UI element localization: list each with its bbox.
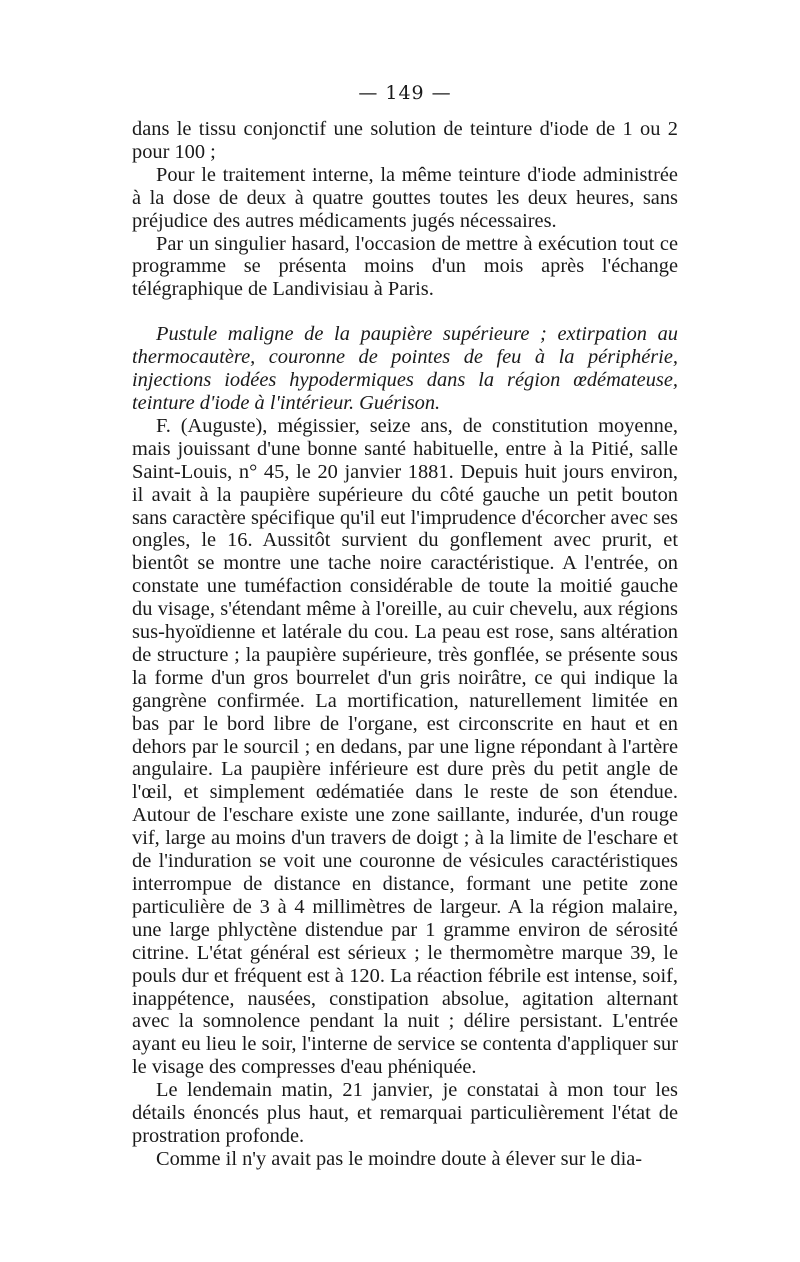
paragraph-iode-solution: dans le tissu conjonctif une solution de teinture d'iode de 1 ou 2 pour 100 ; — [132, 118, 678, 163]
paragraph-traitement-interne: Pour le traitement interne, la même teinture d'iode administrée à la dose de deux à quatre gouttes toutes les deux heures, sans préjudice des autres médicaments jugés nécessaires. — [132, 163, 678, 232]
case-title: Pustule maligne de la paupière supérieure ; extirpation au thermocautère, couronne de pointes de feu à la périphérie, injections iodées hypodermiques dans la région œdémateuse, teinture d'iode à l'intérieur. Guérison. — [132, 323, 678, 414]
body-text — [132, 118, 678, 1171]
page-number: — 149 — — [358, 82, 452, 104]
paragraph-diagnostic: Comme il n'y avait pas le moindre doute à élever sur le dia- — [156, 1147, 643, 1170]
paragraph-singulier-hasard: Par un singulier hasard, l'occasion de mettre à exécution tout ce programme se présenta moins d'un mois après l'échange télégraphique de Landivisiau à Paris. — [132, 232, 678, 301]
paragraph-lendemain: Le lendemain matin, 21 janvier, je constatai à mon tour les détails énoncés plus haut, et remarquai particulièrement l'état de prostration profonde. — [132, 1079, 678, 1147]
paragraph-case-description: F. (Auguste), mégissier, seize ans, de constitution moyenne, mais jouissant d'une bonne santé habituelle, entre à la Pitié, salle Saint-Louis, n° 45, le 20 janvier 1881. Depuis huit jours environ, il avait à la paupière supérieure du côté gauche un petit bouton sans caractère spécifique qu'il eut l'imprudence d'écorcher avec ses ongles, le 16. Aussitôt survient du gonflement avec prurit, et bientôt se montre une tache noire caractéristique. A l'entrée, on constate une tuméfaction considérable de toute la moitié gauche du visage, s'étendant même à l'oreille, au cuir chevelu, aux régions sus-hyoïdienne et latérale du cou. La peau est rose, sans altération de structure ; la paupière supérieure, très gonflée, se présente sous la forme d'un gros bourrelet d'un gris noirâtre, ce qui indique la gangrène confirmée. La mortification, naturellement limitée en bas par le bord libre de l'organe, est circonscrite en haut et en dehors par le sourcil ; en dedans, par une ligne répondant à l'artère angulaire. La paupière inférieure est dure près du petit angle de l'œil, et simplement œdématiée dans le reste de son étendue. Autour de l'eschare existe une zone saillante, indurée, d'un rouge vif, large au moins d'un travers de doigt ; à la limite de l'eschare et de l'induration se voit une couronne de vésicules caractéristiques interrompue de distance en distance, formant une petite zone particulière de 3 à 4 millimètres de largeur. A la région malaire, une large phlyctène distendue par 1 gramme environ de sérosité citrine. L'état général est sérieux ; le thermomètre marque 39, le pouls dur et fréquent est à 120. La réaction fébrile est intense, soif, inappétence, nausées, constipation absolue, agitation alternant avec la somnolence pendant la nuit ; délire persistant. L'entrée ayant eu lieu le soir, l'interne de service se contenta d'appliquer sur le visage des compresses d'eau phéniquée. — [132, 414, 678, 1079]
